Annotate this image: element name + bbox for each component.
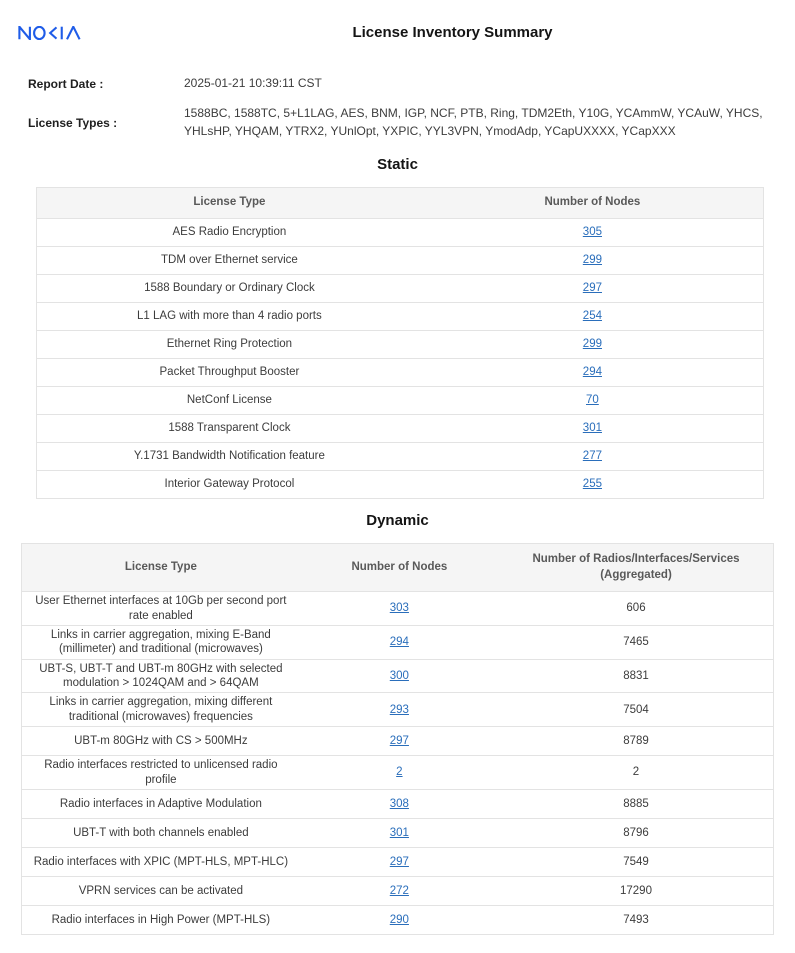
table-row (22, 789, 774, 818)
node-count-link[interactable]: 297 (389, 855, 409, 868)
table-row (22, 905, 774, 934)
node-count-link[interactable]: 297 (389, 734, 409, 747)
license-type-cell: UBT-T with both channels enabled (22, 818, 300, 847)
number-of-nodes-cell (300, 847, 499, 876)
report-date-row (28, 75, 779, 92)
static-table-body (37, 219, 764, 499)
license-type-cell: 1588 Transparent Clock (37, 415, 422, 443)
license-type-cell: Interior Gateway Protocol (164, 478, 295, 491)
number-of-nodes-cell (422, 415, 764, 443)
aggregated-count-cell: 8885 (499, 789, 774, 818)
number-of-nodes-cell (422, 275, 764, 303)
column-header-license-type: License Type (37, 188, 422, 219)
aggregated-count-cell: 17290 (499, 876, 774, 905)
license-type-cell: Y.1731 Bandwidth Notification feature (37, 443, 422, 471)
license-type-cell: Ethernet Ring Protection (37, 331, 422, 359)
table-row (37, 443, 764, 471)
node-count-link[interactable]: 255 (582, 478, 602, 491)
table-row (37, 359, 764, 387)
table-row (22, 727, 774, 756)
license-type-cell: Packet Throughput Booster (37, 359, 422, 387)
number-of-nodes-cell (300, 789, 499, 818)
license-type-cell: UBT-m 80GHz with CS > 500MHz (22, 727, 300, 756)
table-row (37, 275, 764, 303)
table-row (37, 471, 764, 499)
table-header-row (22, 544, 774, 592)
table-row (22, 625, 774, 659)
node-count-link[interactable]: 299 (582, 254, 602, 267)
node-count-link[interactable]: 305 (582, 226, 602, 239)
column-header-license-type: License Type (22, 544, 300, 592)
number-of-nodes-cell (300, 625, 499, 659)
node-count-link[interactable]: 301 (582, 422, 602, 435)
license-type-cell: TDM over Ethernet service (37, 247, 422, 275)
table-row (22, 756, 774, 790)
table-header-row (37, 188, 764, 219)
report-meta (0, 41, 795, 140)
number-of-nodes-cell (300, 876, 499, 905)
license-type-cell: User Ethernet interfaces at 10Gb per second port rate enabled (22, 592, 300, 626)
table-row (22, 592, 774, 626)
license-types-value: 1588BC, 1588TC, 5+L1LAG, AES, BNM, IGP, NCF, PTB, Ring, TDM2Eth, Y10G, YCAmmW, YCAuW, YHCS, YHLsHP, YHQAM, YTRX2, YUnlOpt, YXPIC, YYL3VPN, YmodAdp, YCapUXXXX, YCapXXX (184, 106, 763, 138)
number-of-nodes-cell (422, 219, 764, 247)
license-type-cell: Radio interfaces in High Power (MPT-HLS) (51, 913, 271, 926)
node-count-link[interactable]: 70 (586, 394, 599, 407)
dynamic-table-body (22, 592, 774, 935)
report-date-label: Report Date : (28, 76, 104, 91)
number-of-nodes-cell (422, 443, 764, 471)
node-count-link[interactable]: 2 (396, 766, 403, 779)
node-count-link[interactable]: 300 (389, 669, 409, 682)
table-row (22, 876, 774, 905)
node-count-link[interactable]: 277 (582, 450, 602, 463)
number-of-nodes-cell (300, 592, 499, 626)
dynamic-section-heading: Dynamic (366, 512, 429, 530)
number-of-nodes-cell (300, 659, 499, 693)
node-count-link[interactable]: 294 (582, 366, 602, 379)
number-of-nodes-cell (422, 303, 764, 331)
license-type-cell: Radio interfaces restricted to unlicensed radio profile (22, 756, 300, 790)
license-type-cell: VPRN services can be activated (22, 876, 300, 905)
license-type-cell: 1588 Boundary or Ordinary Clock (37, 275, 422, 303)
column-header-number-of-nodes: Number of Nodes (300, 544, 499, 592)
number-of-nodes-cell (422, 359, 764, 387)
license-type-cell: Links in carrier aggregation, mixing different traditional (microwaves) frequencies (22, 693, 300, 727)
number-of-nodes-cell (300, 905, 499, 934)
table-row (37, 415, 764, 443)
license-type-cell: Radio interfaces in Adaptive Modulation (22, 789, 300, 818)
table-row (37, 219, 764, 247)
table-row (37, 247, 764, 275)
node-count-link[interactable]: 294 (389, 636, 409, 649)
license-type-cell: L1 LAG with more than 4 radio ports (37, 303, 422, 331)
node-count-link[interactable]: 254 (582, 310, 602, 323)
table-row (22, 818, 774, 847)
license-type-cell: NetConf License (37, 387, 422, 415)
column-header-number-of-nodes: Number of Nodes (422, 188, 764, 219)
node-count-link[interactable]: 272 (389, 884, 409, 897)
license-types-row (28, 105, 779, 140)
dynamic-license-table (21, 543, 774, 935)
aggregated-count-cell: 2 (499, 756, 774, 790)
report-date-value: 2025-01-21 10:39:11 CST (184, 76, 322, 90)
node-count-link[interactable]: 293 (389, 703, 409, 716)
page-title: License Inventory Summary (352, 24, 553, 41)
node-count-link[interactable]: 301 (389, 826, 409, 839)
aggregated-count-cell: 7504 (499, 693, 774, 727)
license-types-label: License Types : (28, 115, 118, 130)
license-type-cell: AES Radio Encryption (37, 219, 422, 247)
static-section-heading: Static (377, 156, 418, 174)
license-type-cell: UBT-S, UBT-T and UBT-m 80GHz with selected modulation > 1024QAM and > 64QAM (22, 659, 300, 693)
aggregated-count-cell: 8831 (499, 659, 774, 693)
node-count-link[interactable]: 297 (582, 282, 602, 295)
table-row (22, 693, 774, 727)
table-row (37, 387, 764, 415)
table-row (22, 847, 774, 876)
table-row (37, 303, 764, 331)
table-row (22, 659, 774, 693)
aggregated-count-cell: 606 (499, 592, 774, 626)
nokia-logo-icon (18, 26, 82, 40)
node-count-link[interactable]: 290 (389, 913, 409, 926)
nokia-logo (0, 26, 110, 40)
aggregated-count-cell: 7493 (623, 913, 649, 926)
static-license-table (36, 187, 764, 499)
number-of-nodes-cell (422, 247, 764, 275)
license-type-cell: Radio interfaces with XPIC (MPT-HLS, MPT-HLC) (22, 847, 300, 876)
column-header-aggregated: Number of Radios/Interfaces/Services (Aggregated) (499, 544, 774, 592)
number-of-nodes-cell (422, 471, 764, 499)
number-of-nodes-cell (422, 331, 764, 359)
aggregated-count-cell: 8796 (499, 818, 774, 847)
node-count-link[interactable]: 299 (582, 338, 602, 351)
node-count-link[interactable]: 308 (389, 797, 409, 810)
number-of-nodes-cell (422, 387, 764, 415)
node-count-link[interactable]: 303 (389, 602, 409, 615)
number-of-nodes-cell (300, 727, 499, 756)
aggregated-count-cell: 7549 (499, 847, 774, 876)
number-of-nodes-cell (300, 818, 499, 847)
license-type-cell: Links in carrier aggregation, mixing E-Band (millimeter) and traditional (microwaves) (22, 625, 300, 659)
aggregated-count-cell: 8789 (499, 727, 774, 756)
aggregated-count-cell: 7465 (499, 625, 774, 659)
number-of-nodes-cell (300, 693, 499, 727)
table-row (37, 331, 764, 359)
page-header (0, 0, 795, 41)
number-of-nodes-cell (300, 756, 499, 790)
